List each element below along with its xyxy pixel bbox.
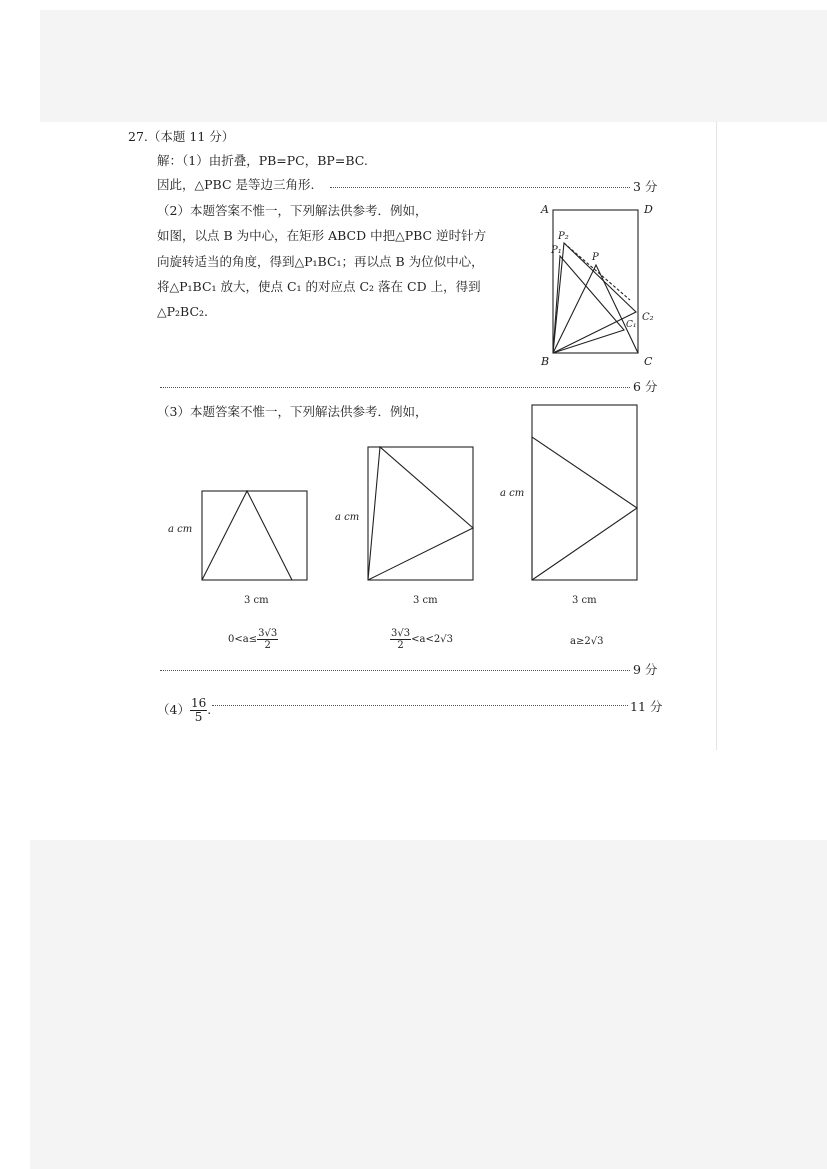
triangle-PBC — [553, 265, 638, 353]
part2-line3: 将△P₁BC₁ 放大，使点 C₁ 的对应点 C₂ 落在 CD 上，得到 — [157, 279, 481, 294]
problem-header — [128, 129, 234, 145]
case2-cond-den: 2 — [397, 640, 404, 651]
label-D: D — [644, 203, 653, 216]
triangle-P1BC1 — [553, 256, 624, 353]
score-2: 6 分 — [633, 379, 658, 394]
score-leader-3 — [160, 670, 630, 671]
part3-figures — [202, 405, 637, 580]
part3-intro: （3）本题答案不惟一，下列解法供参考．例如， — [157, 404, 428, 419]
score-leader-4 — [212, 705, 628, 706]
rect-case2 — [368, 447, 473, 580]
label-C: C — [644, 355, 653, 368]
part2-intro: （2）本题答案不惟一，下列解法供参考．例如， — [157, 203, 428, 218]
label-A: A — [541, 203, 549, 216]
case1-cond-fraction — [257, 628, 278, 651]
label-C1: C₁ — [626, 320, 637, 330]
problem-points: （本题 11 分） — [147, 129, 235, 144]
label-C2: C₂ — [642, 312, 654, 323]
part1-line2: 因此，△PBC 是等边三角形. — [157, 177, 315, 192]
case2-side-label: a cm — [335, 512, 360, 523]
part4-label: （4） — [157, 702, 190, 717]
triangle-case2 — [368, 447, 473, 580]
part4-answer — [157, 697, 211, 724]
case1-width-label: 3 cm — [244, 595, 269, 606]
part1-line1: 解：（1）由折叠，PB=PC，BP=BC. — [157, 153, 368, 168]
problem-number: 27. — [128, 129, 148, 144]
part4-num: 16 — [190, 696, 207, 710]
case3-condition: a≥2√3 — [570, 636, 604, 647]
case2-cond-fraction — [390, 628, 411, 651]
part2-line1: 如图，以点 B 为中心，在矩形 ABCD 中把△PBC 逆时针方 — [157, 228, 487, 243]
case1-cond-prefix: 0<a≤ — [228, 634, 258, 645]
triangle-case1 — [202, 491, 292, 580]
score-leader-1 — [330, 187, 630, 188]
case3-side-label: a cm — [500, 488, 525, 499]
case2-condition — [390, 628, 453, 651]
score-1: 3 分 — [633, 179, 658, 194]
rect-case1 — [202, 491, 307, 580]
case2-cond-suffix: <a<2√3 — [411, 634, 453, 645]
label-P: P — [592, 252, 599, 263]
label-P2: P₂ — [558, 231, 569, 242]
score-leader-2 — [160, 387, 630, 388]
score-3: 9 分 — [633, 662, 658, 677]
part4-period: . — [207, 702, 212, 717]
page-edge-line — [716, 122, 717, 750]
case1-cond-num: 3√3 — [258, 628, 278, 639]
part2-line2: 向旋转适当的角度，得到△P₁BC₁；再以点 B 为位似中心， — [157, 254, 484, 269]
case1-cond-den: 2 — [264, 640, 271, 651]
score-4: 11 分 — [630, 699, 663, 714]
case2-width-label: 3 cm — [413, 595, 438, 606]
label-B: B — [541, 355, 550, 368]
case1-condition — [228, 628, 278, 651]
part4-fraction — [190, 697, 207, 724]
top-scan-band — [40, 10, 827, 122]
bottom-scan-band — [30, 840, 827, 1169]
case3-width-label: 3 cm — [572, 595, 597, 606]
case2-cond-num: 3√3 — [391, 628, 411, 639]
rect-case3 — [532, 405, 637, 580]
part2-line4: △P₂BC₂. — [157, 304, 209, 319]
label-P1: P₁ — [551, 245, 562, 256]
case1-side-label: a cm — [168, 524, 193, 535]
triangle-case3 — [532, 437, 637, 580]
part4-den: 5 — [194, 710, 203, 724]
